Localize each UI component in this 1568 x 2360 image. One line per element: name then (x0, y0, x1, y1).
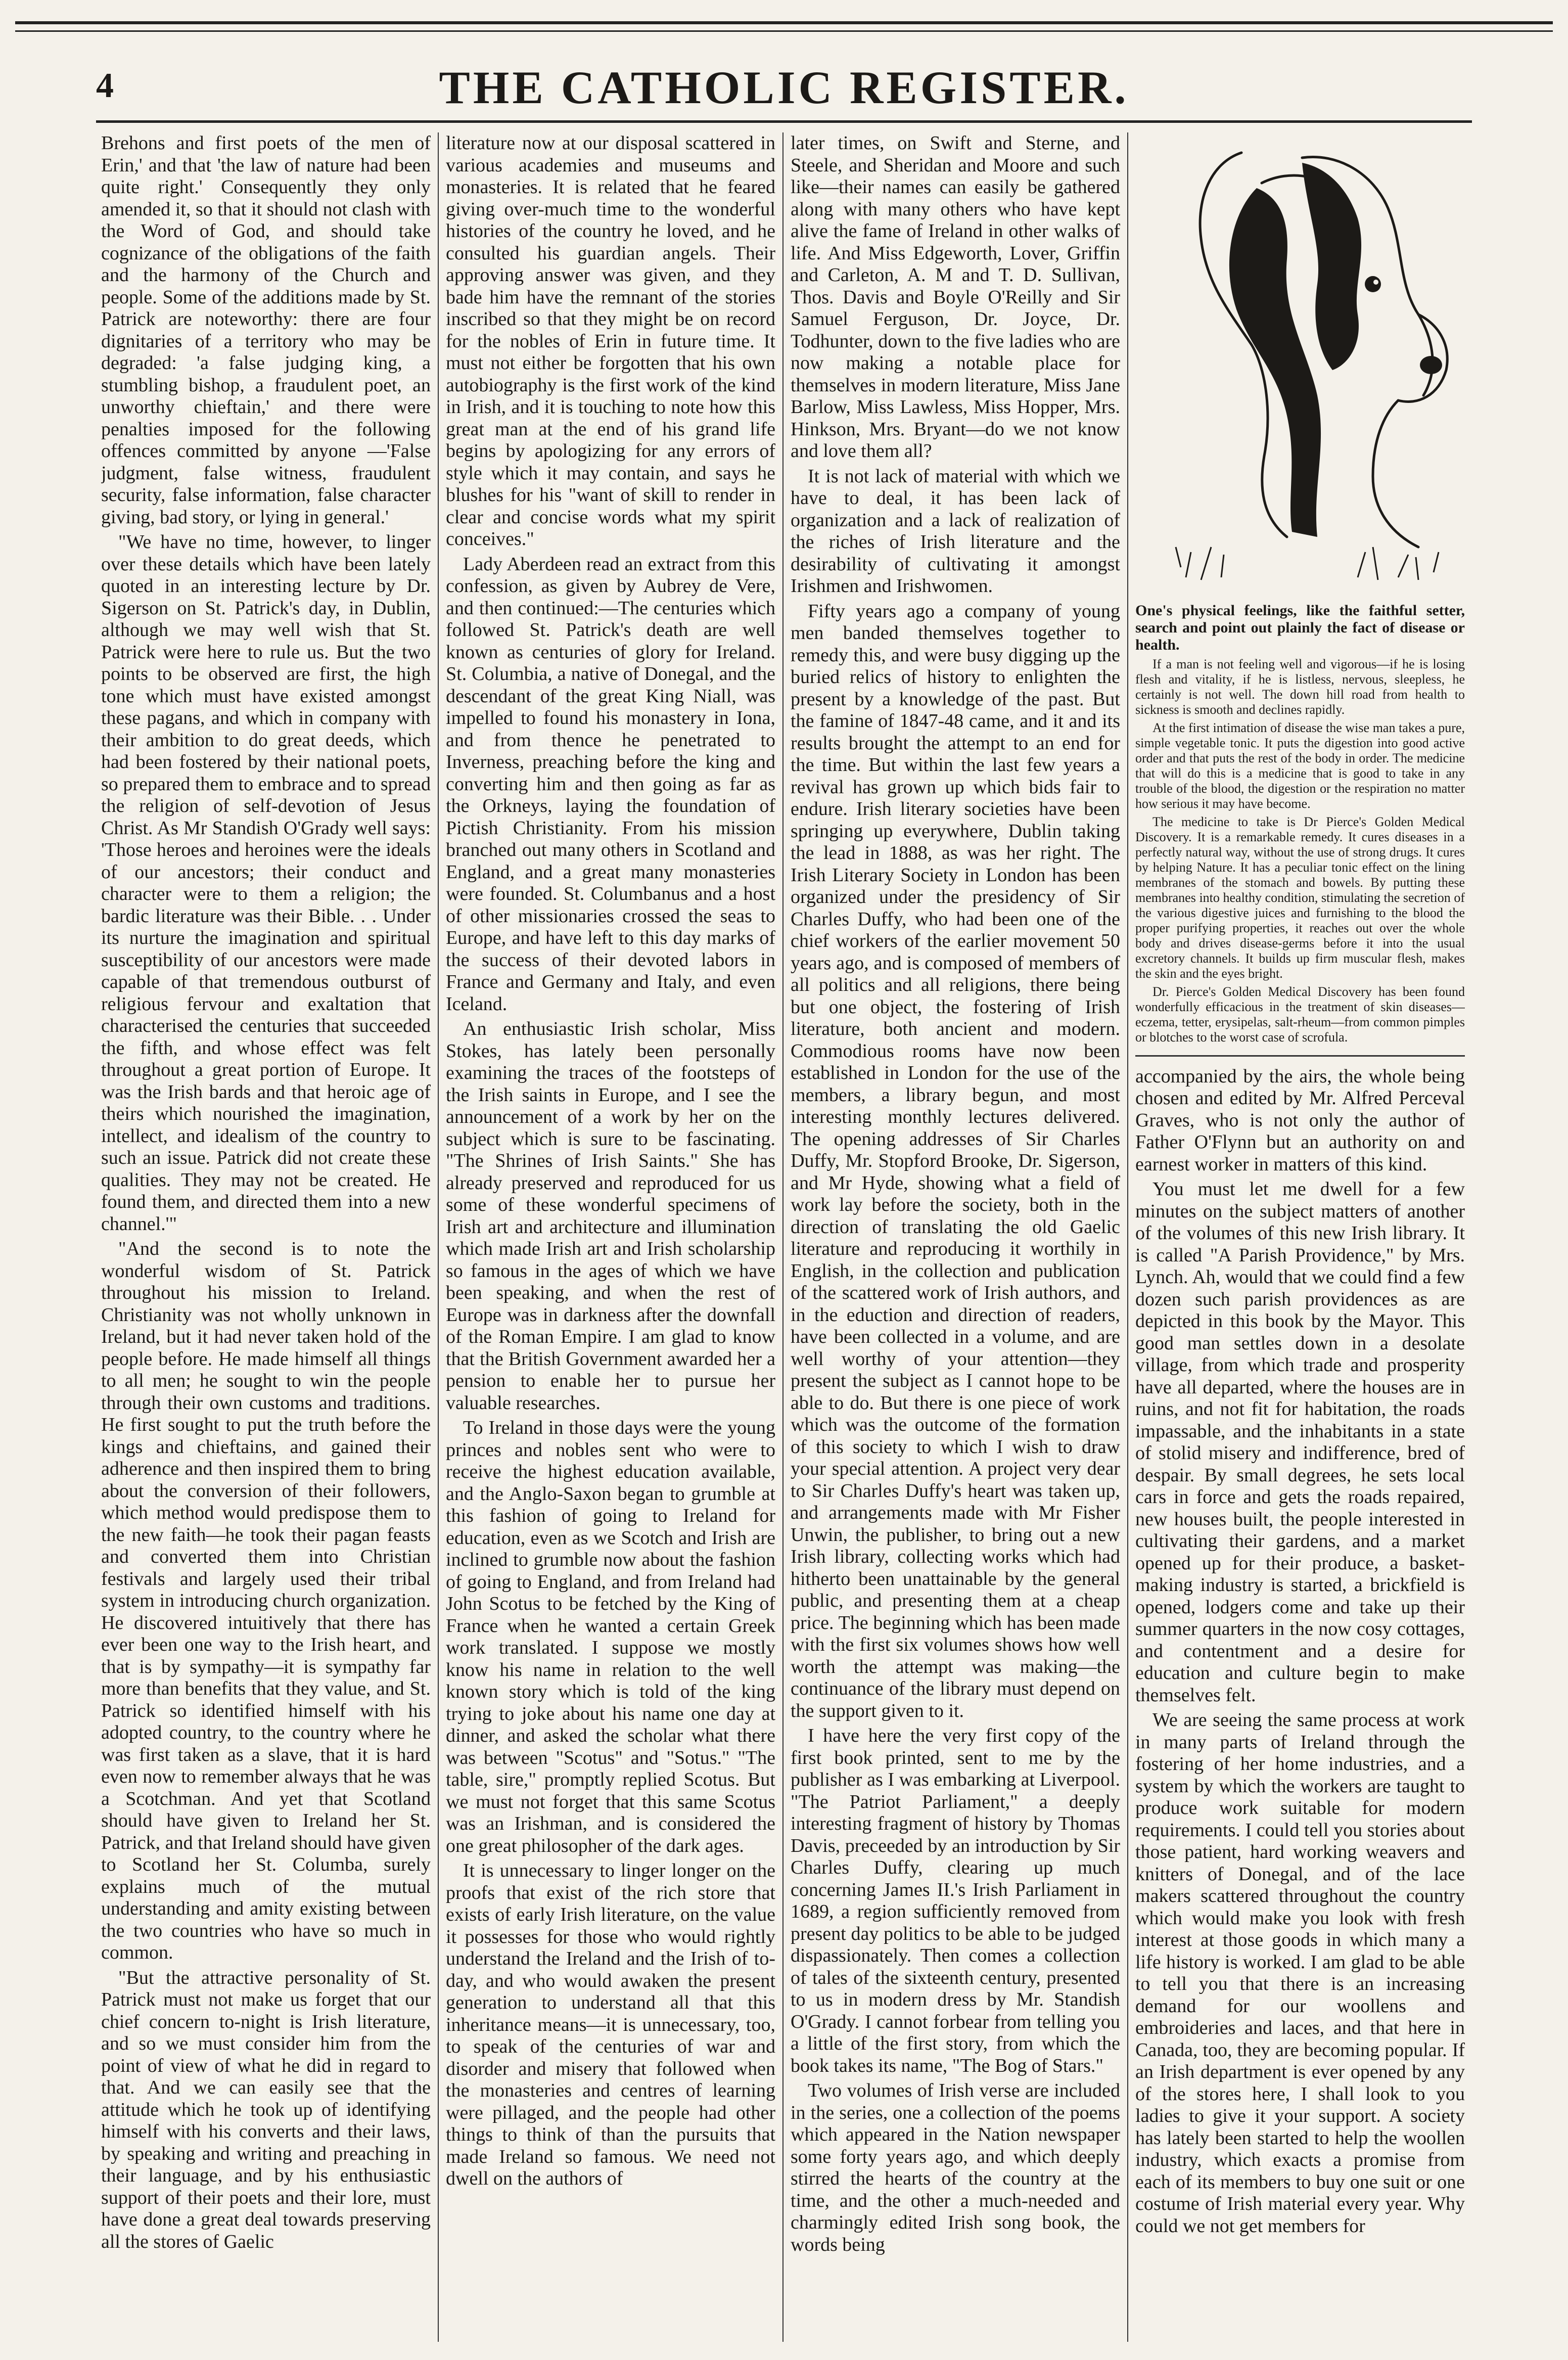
masthead (96, 51, 1472, 126)
masthead-rule (96, 120, 1472, 123)
newspaper-title: THE CATHOLIC REGISTER. (439, 62, 1129, 113)
column-2 (446, 132, 775, 2342)
paragraph: literature now at our disposal scattered in various academies and museums and monasteries. It is related that he feared giving over-much time to the wonderful histories of the country he loved, and he consulted his guardian angels. Their approving answer was given, and they bade him have the remnant of the stories inscribed so that they might be on record for the nobles of Erin in future time. It must not either be forgotten that his own autobiography is the first work of the kind in Irish, and it is touching to note how this great man at the end of his grand life begins by apologizing for any errors of style which it may contain, and says he blushes for his "want of skill to render in clear and concise words what my spirit conceives." (446, 132, 775, 550)
column-1 (101, 132, 431, 2342)
top-border-rule (15, 21, 1553, 24)
column-3 (791, 132, 1120, 2342)
paragraph: I have here the very first copy of the first book printed, sent to me by the publisher as I was embarking at Liverpool. "The Patriot Parliament," a deeply interesting fragment of history by Thomas Davis, preceeded by an introduction by Sir Charles Duffy, clearing up much concerning James II.'s Irish Parliament in 1689, a region sufficiently removed from present day politics to be able to be judged dispassionately. Then comes a collection of tales of the sixteenth century, presented to us in modern dress by Mr. Standish O'Grady. I cannot forbear from telling you a little of the first story, from which the book takes its name, "The Bog of Stars." (791, 1725, 1120, 2076)
advert-heading: One's physical feelings, like the faithful setter, search and point out plainly the fact of disease or health. (1135, 602, 1465, 653)
paragraph: Two volumes of Irish verse are included in the series, one a collection of the poems which appeared in the Nation newspaper some forty years ago, and which deeply stirred the hearts of the country at the time, and the other a much-needed and charmingly edited Irish song book, the words being (791, 2080, 1120, 2255)
column-divider (1127, 132, 1128, 2342)
paragraph: accompanied by the airs, the whole being chosen and edited by Mr. Alfred Perceval Graves, who is not only the author of Father O'Flynn but an authority on and earnest worker in matters of this kind. (1135, 1065, 1465, 1175)
column-divider (782, 132, 783, 2342)
paragraph: An enthusiastic Irish scholar, Miss Stokes, has lately been personally examining the traces of the footsteps of the Irish saints in Europe, and I see the announcement of a work by her on the subject which is sure to be fascinating. "The Shrines of Irish Saints." She has already preserved and reproduced for us some of these wonderful specimens of Irish art and architecture and illumination which made Irish art and Irish scholarship so famous in the ages of which we have been speaking, and when the rest of Europe was in darkness after the downfall of the Roman Empire. I am glad to know that the British Government awarded her a pension to enable her to pursue her valuable researches. (446, 1018, 775, 1414)
paragraph: It is not lack of material with which we have to deal, it has been lack of organization and a lack of realization of the riches of Irish literature and the desirability of cultivating it amongst Irishmen and Irishwomen. (791, 465, 1120, 597)
paragraph: We are seeing the same process at work in many parts of Ireland through the fostering of her home industries, and a system by which the workers are taught to produce work suitable for modern requirements. I could tell you stories about those patient, hard working weavers and knitters of Donegal, and of the lace makers scattered throughout the country which would make you look with fresh interest at those goods in which many a life history is worked. I am glad to be able to tell you that there is an increasing demand for our woollens and embroideries and laces, and that here in Canada, too, they are becoming popular. If an Irish department is ever opened by any of the stores here, I shall look to you ladies to give it your support. A society has lately been started to help the woollen industry, which exacts a promise from each of its members to buy one suit or one costume of Irish material every year. Why could we not get members for (1135, 1709, 1465, 2237)
dog-head-icon (1135, 132, 1465, 587)
column-4 (1135, 132, 1465, 2342)
paragraph: later times, on Swift and Sterne, and Steele, and Sheridan and Moore and such like—their names can easily be gathered along with many others who have kept alive the fame of Ireland in other walks of life. And Miss Edgeworth, Lover, Griffin and Carleton, A. M and T. D. Sullivan, Thos. Davis and Boyle O'Reilly and Sir Samuel Ferguson, Dr. Joyce, Dr. Todhunter, down to the five ladies who are now making a notable place for themselves in modern literature, Miss Jane Barlow, Miss Lawless, Miss Hopper, Mrs. Hinkson, Mrs. Bryant—do we not know and love them all? (791, 132, 1120, 462)
top-border-rule-thin (15, 30, 1553, 32)
page-number: 4 (96, 66, 114, 105)
medical-advertisement (1135, 132, 1465, 1057)
paragraph: Lady Aberdeen read an extract from this confession, as given by Aubrey de Vere, and then continued:—The centuries which followed St. Patrick's death are well known as centuries of glory for Ireland. St. Columbia, a native of Donegal, and the descendant of the great King Niall, was impelled to found his monastery in Iona, and from thence he penetrated to Inverness, preaching before the king and converting him and then going as far as the Orkneys, laying the foundation of Pictish Christianity. From his mission branched out many others in Scotland and England, and a great many monasteries were founded. St. Columbanus and a host of other missionaries crossed the seas to Europe, and have left to this day marks of the success of their devoted labors in France and Germany and Italy, and even Iceland. (446, 553, 775, 1015)
advert-paragraph: The medicine to take is Dr Pierce's Golden Medical Discovery. It is a remarkable remedy. It cures diseases in a perfectly natural way, without the use of strong drugs. It cures by helping Nature. It has a peculiar tonic effect on the lining membranes of the stomach and bowels. By putting these membranes into healthy condition, stimulating the secretion of the various digestive juices and furnishing to the blood the proper purifying properties, it reaches out over the whole body and drives disease-germs before it into the usual excretory channels. It builds up firm muscular flesh, makes the skin and the eyes bright. (1135, 814, 1465, 981)
article-columns (101, 132, 1466, 2342)
paragraph: It is unnecessary to linger longer on the proofs that exist of the rich store that exists of early Irish literature, on the value it possesses for those who would rightly understand the Ireland and the Irish of to-day, and who would awaken the present generation to understand all that this inheritance means—it is unnecessary, too, to speak of the centuries of war and disorder and misery that followed when the monasteries and centres of learning were pillaged, and the people had other things to think of than the pursuits that made Ireland so famous. We need not dwell on the authors of (446, 1860, 775, 2189)
advert-paragraph: At the first intimation of disease the wise man takes a pure, simple vegetable tonic. It puts the digestion into good active order and that puts the rest of the body in order. The medicine that will do this is a medicine that is good to take in any trouble of the blood, the digestion or the respiration no matter how serious it may have become. (1135, 720, 1465, 811)
paragraph: "And the second is to note the wonderful wisdom of St. Patrick throughout his mission to Ireland. Christianity was not wholly unknown in Ireland, but it had never taken hold of the people before. He made himself all things to all men; he sought to win the people through their own customs and traditions. He first sought to put the truth before the kings and chieftains, and gained their adherence and then inspired them to bring about the conversion of their followers, which method would predispose them to the new faith—he took their pagan feasts and converted them into Christian festivals and largely used their tribal system in introducing church organization. He discovered intuitively that there has ever been one way to the Irish heart, and that is by sympathy—it is sympathy far more than benefits that they value, and St. Patrick so identified himself with his adopted country, to the country where he was first taken as a slave, that it is hard even now to remember always that he was a Scotchman. And yet that Scotland should have given to Ireland her St. Patrick, and that Ireland should have given to Scotland her St. Columba, surely explains much of the mutual understanding and amity existing between the two countries who have so much in common. (101, 1238, 431, 1963)
paragraph: You must let me dwell for a few minutes on the subject matters of another of the volumes of this new Irish library. It is called "A Parish Providence," by Mrs. Lynch. Ah, would that we could find a few dozen such parish providences as are depicted in this book by the Mayor. This good man settles down in a desolate village, from which trade and prosperity have all departed, where the houses are in ruins, and not fit for habitation, the roads impassable, and the inhabitants in a state of stolid misery and indifference, bred of despair. By small degrees, he sets local cars in force and gets the roads repaired, new houses built, the people interested in cultivating their gardens, and a market opened up for their produce, a basket-making industry is started, a brickfield is opened, lodgers come and take up their summer quarters in the now cosy cottages, and contentment and a desire for education and culture begin to make themselves felt. (1135, 1178, 1465, 1706)
paragraph: "But the attractive personality of St. Patrick must not make us forget that our chief concern to-night is Irish literature, and so we must consider him from the point of view of what he did in regard to that. And we can easily see that the attitude which he took up of identifying himself with his converts and their laws, by speaking and writing and preaching in their language, and by his enthusiastic support of their poets and their lore, must have done a great deal towards preserving all the stores of Gaelic (101, 1967, 431, 2252)
advert-paragraph: If a man is not feeling well and vigorous—if he is losing flesh and vitality, if he is listless, nervous, sleepless, he certainly is not well. The down hill road from health to sickness is smooth and declines rapidly. (1135, 656, 1465, 717)
column-divider (438, 132, 439, 2342)
paragraph: "We have no time, however, to linger over these details which have been lately quoted in an interesting lecture by Dr. Sigerson on St. Patrick's day, in Dublin, although we may well wish that St. Patrick were here to rule us. But the two points to be observed are first, the high tone which must have existed amongst these pagans, and which in company with their ambition to do great deeds, which had been fostered by their national poets, so prepared them to embrace and to spread the religion of self-devotion of Jesus Christ. As Mr Standish O'Grady well says: 'Those heroes and heroines were the ideals of our ancestors; their conduct and character were to them a religion; the bardic literature was their Bible. . . Under its nurture the imagination and spiritual susceptibility of our ancestors were made capable of that tremendous outburst of religious fervour and exaltation that characterised the centuries that succeeded the fifth, and whose effect was felt throughout a great portion of Europe. It was the Irish bards and that heroic age of theirs which nourished the imagination, intellect, and idealism of the country to such an issue. Patrick did not create these qualities. They may not be created. He found them, and directed them into a new channel.'" (101, 531, 431, 1235)
paragraph: To Ireland in those days were the young princes and nobles sent who were to receive the highest education available, and the Anglo-Saxon began to grumble at this fashion of going to Ireland for education, even as we Scotch and Irish are inclined to grumble now about the fashion of going to England, and from Ireland had John Scotus to be fetched by the King of France when he wanted a certain Greek work translated. I suppose we mostly know his name in relation to the well known story which is told of the king trying to joke about his name one day at dinner, and asked the scholar what there was between "Scotus" and "Sotus." "The table, sire," promptly replied Scotus. But we must not forget that this same Scotus was an Irishman, and is considered the one great philosopher of the dark ages. (446, 1417, 775, 1856)
advert-paragraph: Dr. Pierce's Golden Medical Discovery has been found wonderfully efficacious in the treatment of skin diseases—eczema, tetter, erysipelas, salt-rheum—from common pimples or blotches to the worst case of scrofula. (1135, 984, 1465, 1045)
paragraph: Fifty years ago a company of young men banded themselves together to remedy this, and were busy digging up the buried relics of history to enlighten the present by a knowledge of the past. But the famine of 1847-48 came, and it and its results brought the attempt to an end for the time. But within the last few years a revival has grown up which bids fair to endure. Irish literary societies have been springing up everywhere, Dublin taking the lead in 1888, as was her right. The Irish Literary Society in London has been organized under the presidency of Sir Charles Duffy, who had been one of the chief workers of the earlier movement 50 years ago, and is composed of members of all politics and all religions, there being but one object, the fostering of Irish literature, both ancient and modern. Commodious rooms have now been established in London for the use of the members, a library begun, and most interesting monthly lectures delivered. The opening addresses of Sir Charles Duffy, Mr. Stopford Brooke, Dr. Sigerson, and Mr Hyde, showing what a field of work lay before the society, both in the direction of translating the old Gaelic literature and reproducing it worthily in English, in the collection and publication of the scattered work of Irish authors, and in the eduction and direction of readers, have been collected in a volume, and are well worthy of your attention—they present the subject as I cannot hope to be able to do. But there is one piece of work which was the outcome of the formation of this society to which I wish to draw your special attention. A project very dear to Sir Charles Duffy's heart was taken up, and arrangements made with Mr Fisher Unwin, the publisher, to bring out a new Irish library, collecting works which had hitherto been unattainable by the general public, and presenting them at a cheap price. The beginning which has been made with the first six volumes shows how well worth the attempt was making—the continuance of the library must depend on the support given to it. (791, 600, 1120, 1721)
paragraph: Brehons and first poets of the men of Erin,' and that 'the law of nature had been quite right.' Consequently they only amended it, so that it should not clash with the Word of God, and should take cognizance of the obligations of the faith and the harmony of the Church and people. Some of the additions made by St. Patrick are noteworthy: there are four dignitaries of a territory who may be degraded: 'a false judging king, a stumbling bishop, a fraudulent poet, an unworthy chieftain,' and there were penalties imposed for the following offences committed by anyone —'False judgment, false witness, fraudulent security, false information, false character giving, bad story, or lying in general.' (101, 132, 431, 528)
